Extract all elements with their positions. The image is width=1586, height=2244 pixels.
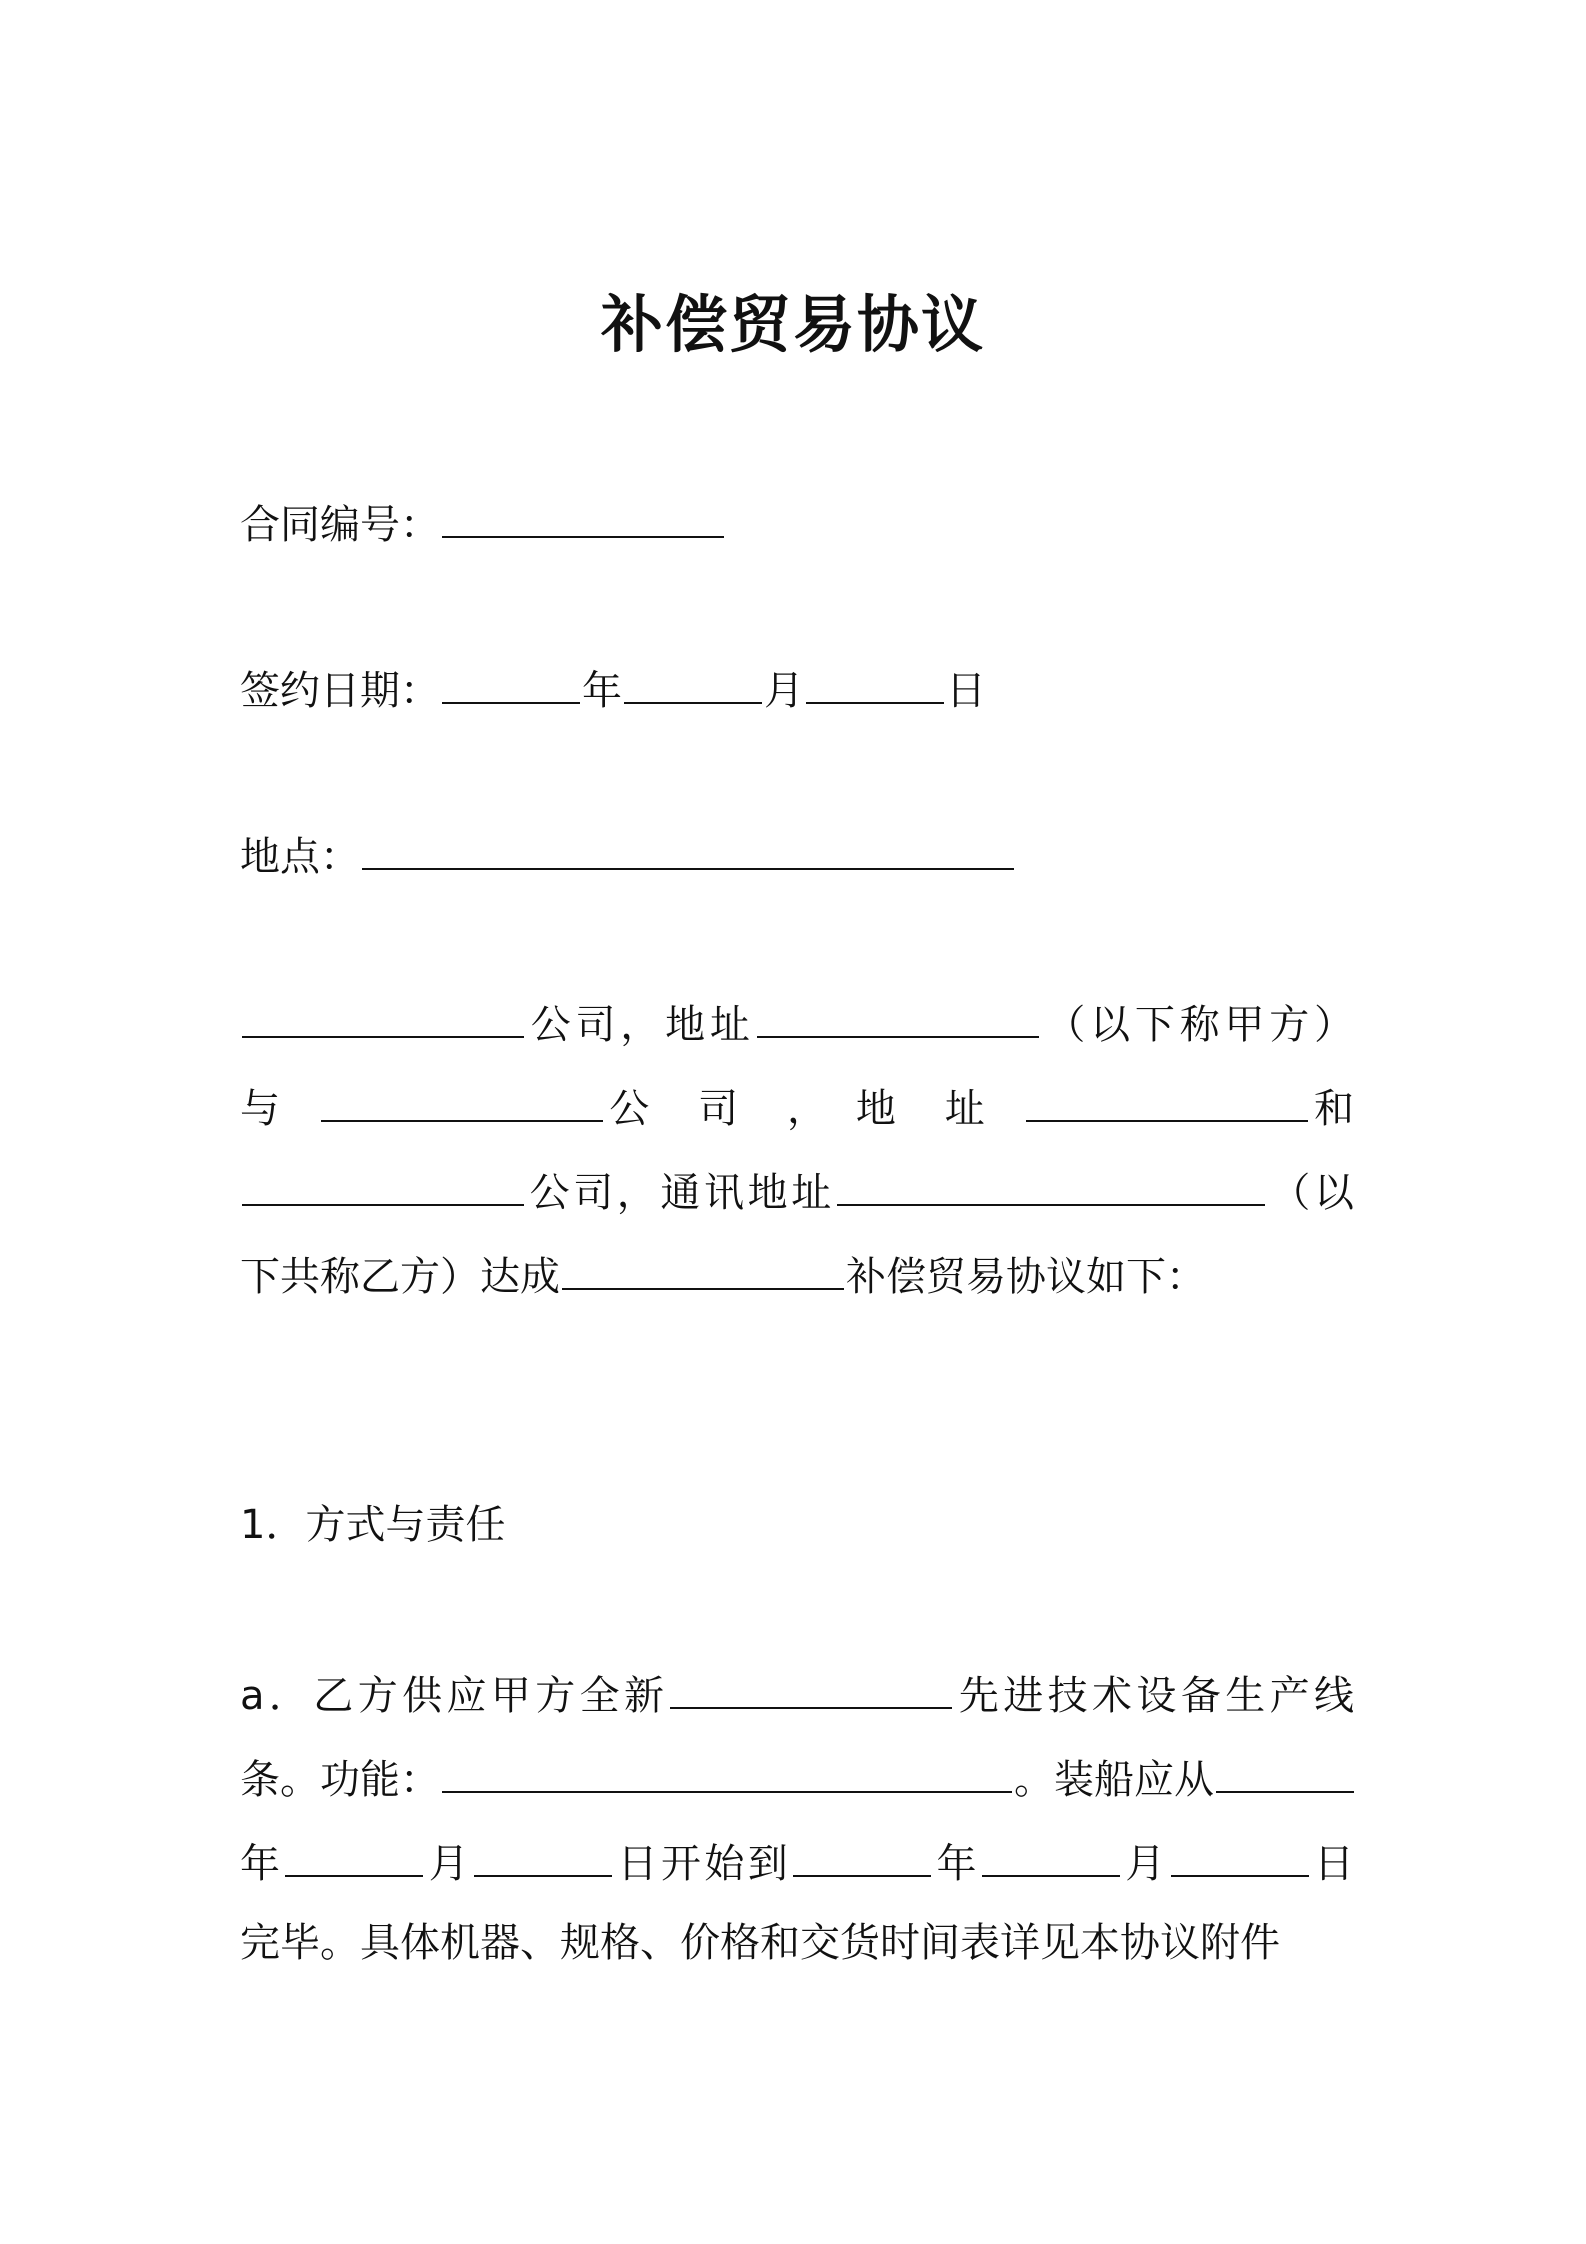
intro-l2-text-a: 与 xyxy=(240,1086,285,1132)
clause-a-l3-year-b: 年 xyxy=(933,1841,980,1887)
intro-l4-text-a: 下共称乙方）达成 xyxy=(240,1254,560,1300)
intro-l4-text-b: 补偿贸易协议如下： xyxy=(846,1254,1206,1300)
document-title: 补偿贸易协议 xyxy=(600,288,985,361)
clause-a-l3-year-a: 年 xyxy=(240,1841,284,1887)
intro-l2-text-b: 公 司 ， 地 址 xyxy=(604,1086,990,1132)
contract-number-line xyxy=(240,492,726,553)
clause-a-l3-text-c: 日开始到 xyxy=(614,1841,792,1887)
clause-a-l1-text-b: 先进技术设备生产线 xyxy=(954,1673,1354,1719)
party-a-address-blank[interactable] xyxy=(757,992,1039,1038)
month-text: 月 xyxy=(764,668,804,714)
party-a-company-blank[interactable] xyxy=(242,992,524,1038)
shipment-end-day-blank[interactable] xyxy=(1171,1831,1309,1877)
intro-line-4 xyxy=(240,1244,1206,1305)
agreement-type-blank[interactable] xyxy=(562,1244,844,1290)
intro-l1-text-a: 公司，地址 xyxy=(526,1002,755,1048)
function-blank[interactable] xyxy=(442,1747,1012,1793)
place-blank[interactable] xyxy=(362,824,1014,870)
clause-a-l3-month-a: 月 xyxy=(425,1841,473,1887)
party-b2-company-blank[interactable] xyxy=(242,1160,524,1206)
party-b1-company-blank[interactable] xyxy=(321,1076,603,1122)
sign-year-blank[interactable] xyxy=(442,658,580,704)
shipment-end-month-blank[interactable] xyxy=(982,1831,1120,1877)
clause-a-line-1 xyxy=(240,1663,1354,1724)
intro-l3-text-b: （以 xyxy=(1266,1170,1355,1216)
equipment-blank[interactable] xyxy=(670,1663,952,1709)
clause-a-l2-text-a: 条。功能： xyxy=(240,1757,440,1803)
clause-a-line-3 xyxy=(240,1831,1354,1892)
sign-month-blank[interactable] xyxy=(624,658,762,704)
sign-date-label: 签约日期： xyxy=(240,668,440,714)
clause-a-l3-day-b: 日 xyxy=(1310,1841,1355,1887)
contract-number-blank[interactable] xyxy=(442,492,724,538)
section-1-heading: 1．方式与责任 xyxy=(240,1502,506,1548)
place-label: 地点： xyxy=(240,834,360,880)
party-b1-address-blank[interactable] xyxy=(1026,1076,1308,1122)
contract-number-label: 合同编号： xyxy=(240,502,440,548)
intro-l2-text-c: 和 xyxy=(1309,1086,1355,1132)
clause-a-l2-text-b: 。装船应从 xyxy=(1014,1757,1214,1803)
party-b2-address-blank[interactable] xyxy=(837,1160,1265,1206)
intro-l3-text-a: 公司，通讯地址 xyxy=(526,1170,835,1216)
intro-line-2 xyxy=(240,1076,1354,1137)
shipment-end-year-blank[interactable] xyxy=(793,1831,931,1877)
clause-a-line-4: 完毕。具体机器、规格、价格和交货时间表详见本协议附件 xyxy=(240,1920,1280,1966)
shipment-start-month-blank[interactable] xyxy=(285,1831,423,1877)
sign-day-blank[interactable] xyxy=(806,658,944,704)
intro-l1-text-b: （以下称甲方） xyxy=(1040,1002,1355,1048)
day-text: 日 xyxy=(946,668,986,714)
sign-date-line xyxy=(240,658,986,719)
intro-line-1 xyxy=(240,992,1354,1053)
clause-a-line-2 xyxy=(240,1747,1354,1808)
place-line xyxy=(240,824,1016,885)
shipment-start-year-blank[interactable] xyxy=(1216,1747,1354,1793)
intro-line-3 xyxy=(240,1160,1354,1221)
shipment-start-day-blank[interactable] xyxy=(474,1831,612,1877)
clause-a-l3-month-b: 月 xyxy=(1121,1841,1169,1887)
year-text: 年 xyxy=(582,668,622,714)
clause-a-l1-text-a: a．乙方供应甲方全新 xyxy=(240,1673,669,1719)
